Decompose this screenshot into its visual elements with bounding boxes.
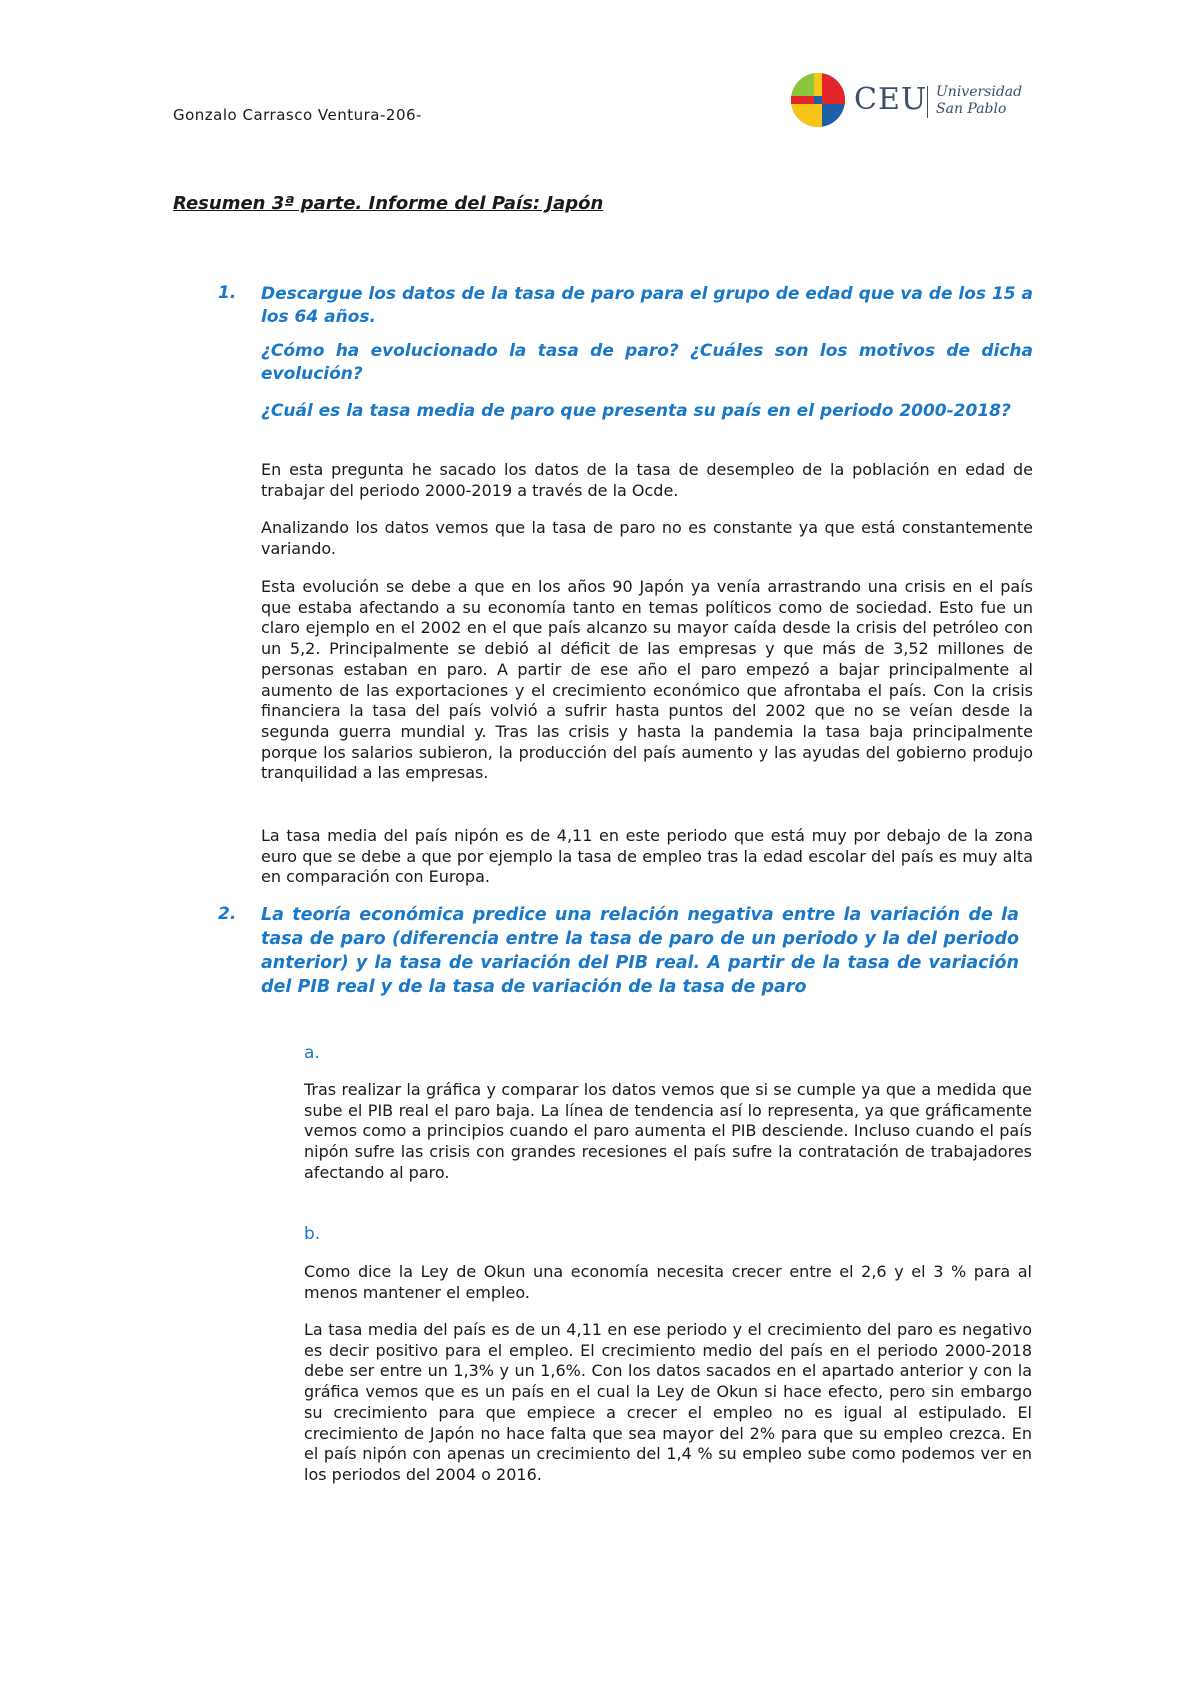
logo-sub-line1: Universidad	[936, 84, 1023, 100]
section1-question3: ¿Cuál es la tasa media de paro que presenta su país en el periodo 2000-2018?	[261, 401, 1011, 421]
logo-ceu-text: CEU	[854, 82, 928, 117]
subsection-b-text2: La tasa media del país es de un 4,11 en ese periodo y el crecimiento del paro es negativo es decir positivo para el empleo. El crecimiento medio del país en el periodo 2000-2018 debe ser entre un 1,3% y un 1,6%. Con los datos sacados en el apartado anterior y con la gráfica vemos que es un país en el cual la Ley de Okun si hace efecto, pero sin embargo su crecimiento para que empiece a crecer el empleo no es igual al estipulado. El crecimiento de Japón no hace falta que sea mayor del 2% para que su empleo crezca. En el país nipón con apenas un crecimiento del 1,4 % su empleo sube como podemos ver en los periodos del 2004 o 2016.	[304, 1320, 1032, 1484]
ceu-emblem-icon	[790, 72, 846, 128]
logo-sub-line2: San Pablo	[936, 101, 1007, 117]
section2-number: 2.	[218, 904, 237, 924]
subsection-b-text1: Como dice la Ley de Okun una economía necesita crecer entre el 2,6 y el 3 % para al menos mantener el empleo.	[304, 1262, 1032, 1302]
section1-question2: ¿Cómo ha evolucionado la tasa de paro? ¿Cuáles son los motivos de dicha evolución?	[261, 341, 1033, 384]
section1-question1: Descargue los datos de la tasa de paro para el grupo de edad que va de los 15 a los 64 años.	[261, 284, 1034, 327]
author-name: Gonzalo Carrasco Ventura-206-	[173, 106, 422, 124]
logo-separator	[927, 86, 928, 118]
section2-question: La teoría económica predice una relación negativa entre la variación de la tasa de paro (diferencia entre la tasa de paro de un periodo y la del periodo anterior) y la tasa de variación del PIB real. A partir de la tasa de variación del PIB real y de la tasa de variación de la tasa de paro	[261, 905, 1019, 997]
subsection-a-label: a.	[304, 1043, 320, 1063]
subsection-b-label: b.	[304, 1224, 321, 1244]
section1-paragraph4: La tasa media del país nipón es de 4,11 en este periodo que está muy por debajo de la zona euro que se debe a que por ejemplo la tasa de empleo tras la edad escolar del país es muy alta en comparación con Europa.	[261, 826, 1033, 887]
section1-paragraph2: Analizando los datos vemos que la tasa de paro no es constante ya que está constantemente variando.	[261, 518, 1033, 558]
subsection-a-text: Tras realizar la gráfica y comparar los datos vemos que si se cumple ya que a medida que sube el PIB real el paro baja. La línea de tendencia así lo representa, ya que gráficamente vemos como a principios cuando el paro aumenta el PIB desciende. Incluso cuando el país nipón sufre las crisis con grandes recesiones el país sufre la contratación de trabajadores afectando al paro.	[304, 1080, 1032, 1182]
section1-paragraph3: Esta evolución se debe a que en los años 90 Japón ya venía arrastrando una crisis en el país que estaba afectando a su economía tanto en temas políticos como de sociedad. Esto fue un claro ejemplo en el 2002 en el que país alcanzo su mayor caída desde la crisis del petróleo con un 5,2. Principalmente se debió al déficit de las empresas y que más de 3,52 millones de personas estaban en paro. A partir de ese año el paro empezó a bajar principalmente al aumento de las exportaciones y el crecimiento económico que afrontaba el país. Con la crisis financiera la tasa del país volvió a sufrir hasta puntos del 2002 que no se veían desde la segunda guerra mundial y. Tras las crisis y hasta la pandemia la tasa baja principalmente porque los salarios subieron, la producción del país aumento y las ayudas del gobierno produjo tranquilidad a las empresas.	[261, 577, 1033, 783]
section1-paragraph1: En esta pregunta he sacado los datos de la tasa de desempleo de la población en edad de trabajar del periodo 2000-2019 a través de la Ocde.	[261, 460, 1033, 500]
section1-number: 1.	[218, 283, 237, 303]
page-title: Resumen 3ª parte. Informe del País: Japón	[173, 193, 604, 214]
logo-university-text	[936, 84, 1022, 118]
ceu-logo	[790, 72, 1030, 132]
